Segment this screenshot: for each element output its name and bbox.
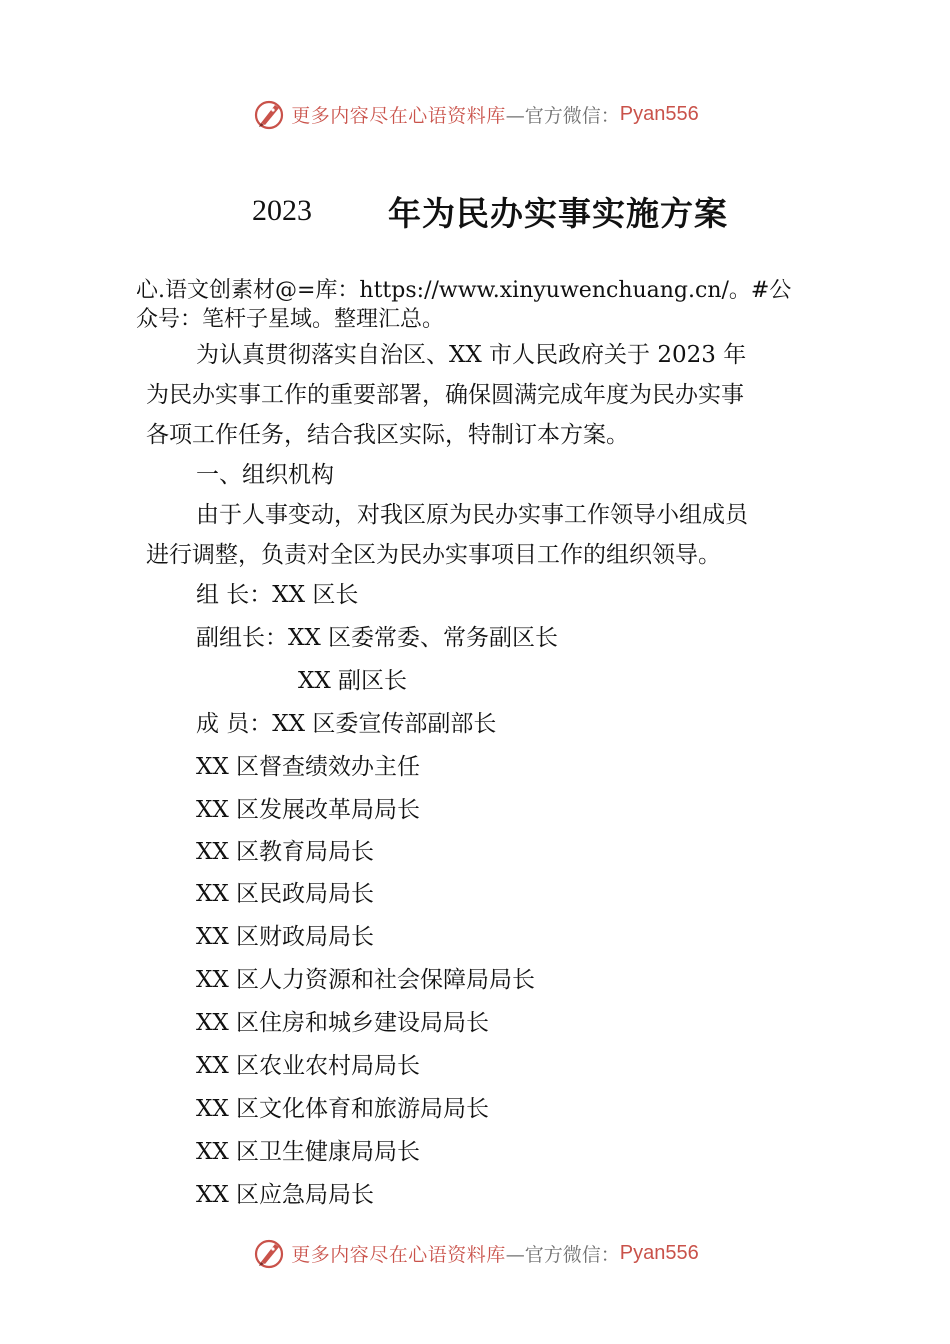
intro-line1: 为认真贯彻落实自治区、XX 市人民政府关于 2023 年 bbox=[196, 342, 747, 368]
banner-separator: —官方微信： bbox=[505, 1243, 620, 1266]
member-line: XX 区民政局局长 bbox=[196, 881, 375, 907]
header-banner bbox=[0, 92, 950, 136]
banner-text: 更多内容尽在心语资料库 bbox=[291, 104, 506, 127]
member-line: XX 区卫生健康局局长 bbox=[196, 1139, 421, 1165]
intro-line3: 各项工作任务，结合我区实际，特制订本方案。 bbox=[146, 422, 629, 448]
member-line: XX 区财政局局长 bbox=[196, 924, 375, 950]
section-para-line2: 进行调整，负责对全区为民办实事项目工作的组织领导。 bbox=[146, 542, 721, 568]
title-main: 年为民办实事实施方案 bbox=[388, 193, 728, 233]
member-line: XX 区督查绩效办主任 bbox=[196, 754, 421, 780]
member-line: XX 区教育局局长 bbox=[196, 839, 375, 865]
section-heading: 一、组织机构 bbox=[196, 462, 334, 488]
member-line: XX 区应急局局长 bbox=[196, 1182, 375, 1208]
source-note-line1: 心.语文创素材@=库：https://www.xinyuwenchuang.cn/。#公 bbox=[136, 278, 792, 303]
member-line: XX 区农业农村局局长 bbox=[196, 1053, 421, 1079]
pen-nib-logo-icon bbox=[251, 1235, 287, 1271]
deputy-leader-line2: XX 副区长 bbox=[298, 668, 408, 694]
deputy-leader-line1: 副组长：XX 区委常委、常务副区长 bbox=[196, 625, 559, 651]
member-line: XX 区文化体育和旅游局局长 bbox=[196, 1096, 490, 1122]
banner-text: 更多内容尽在心语资料库 bbox=[291, 1243, 506, 1266]
leader-line: 组 长：XX 区长 bbox=[196, 582, 359, 608]
intro-line2: 为民办实事工作的重要部署，确保圆满完成年度为民办实事 bbox=[146, 382, 744, 408]
document-title bbox=[252, 186, 728, 236]
footer-banner bbox=[0, 1231, 950, 1275]
title-year: 2023 bbox=[252, 194, 312, 227]
member-first-line: 成 员：XX 区委宣传部副部长 bbox=[196, 711, 497, 737]
member-line: XX 区人力资源和社会保障局局长 bbox=[196, 967, 536, 993]
member-line: XX 区住房和城乡建设局局长 bbox=[196, 1010, 490, 1036]
banner-wechat-id: Pyan556 bbox=[619, 1241, 699, 1264]
banner-wechat-id: Pyan556 bbox=[619, 102, 699, 125]
source-note-line2: 众号：笔杆子星域。整理汇总。 bbox=[136, 307, 445, 332]
section-para-line1: 由于人事变动，对我区原为民办实事工作领导小组成员 bbox=[196, 502, 748, 528]
banner-separator: —官方微信： bbox=[505, 104, 620, 127]
pen-nib-logo-icon bbox=[251, 96, 287, 132]
member-line: XX 区发展改革局局长 bbox=[196, 797, 421, 823]
